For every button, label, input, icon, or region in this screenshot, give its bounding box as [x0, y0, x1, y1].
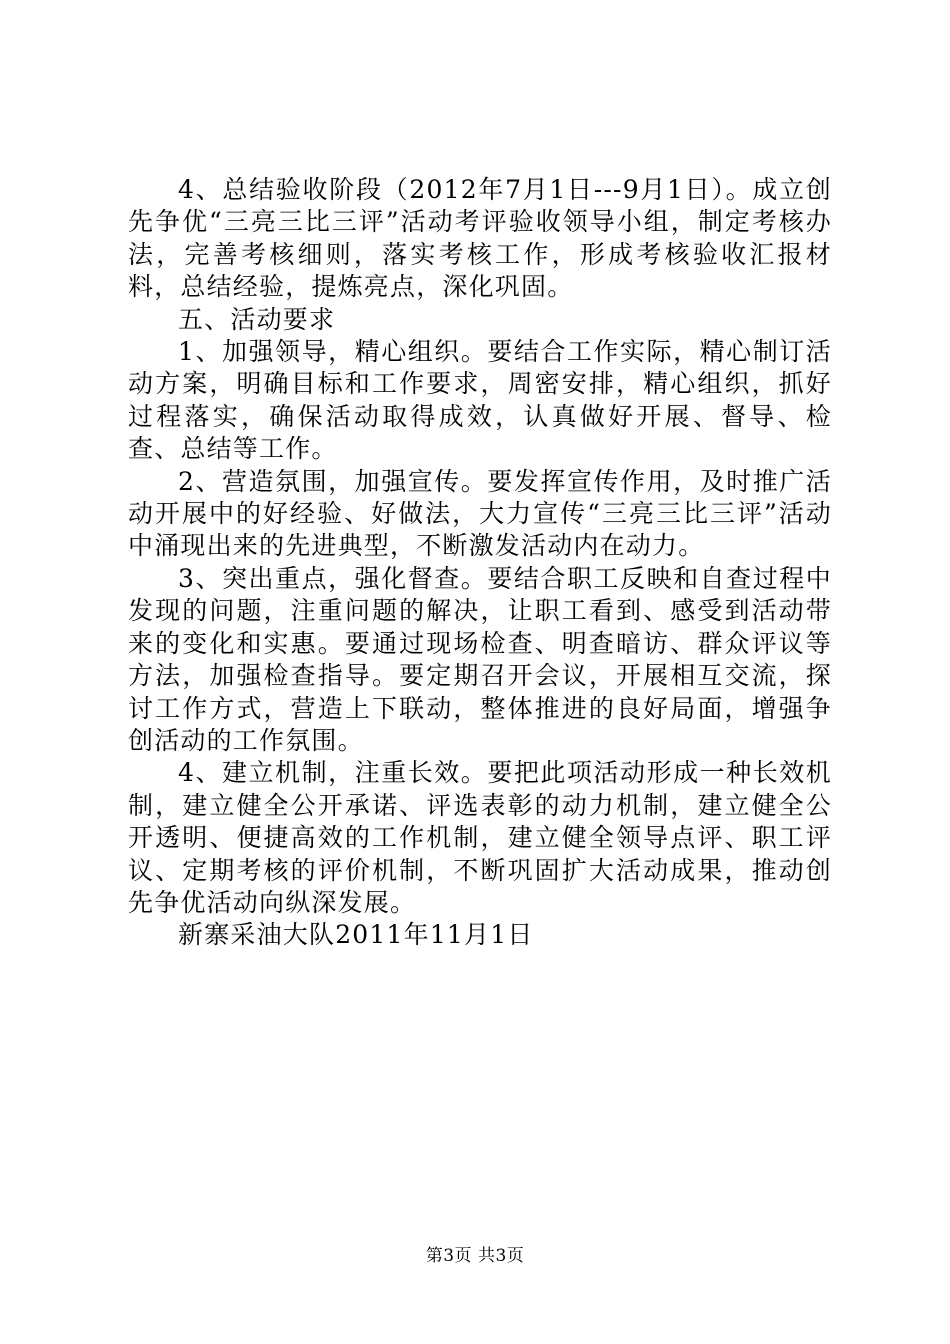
section-heading-requirements: 五、活动要求 [178, 304, 336, 334]
paragraph-requirement-2: 2、营造氛围，加强宣传。要发挥宣传作用，及时推广活动开展中的好经验、好做法，大力宣传“三亮三比三评”活动中涌现出来的先进典型，不断激发活动内在动力。 [128, 466, 832, 561]
document-body [128, 174, 832, 952]
paragraph-requirement-1: 1、加强领导，精心组织。要结合工作实际，精心制订活动方案，明确目标和工作要求，周密安排，精心组织，抓好过程落实，确保活动取得成效，认真做好开展、督导、检查、总结等工作。 [128, 337, 832, 464]
paragraph-requirement-3: 3、突出重点，强化督查。要结合职工反映和自查过程中发现的问题，注重问题的解决，让职工看到、感受到活动带来的变化和实惠。要通过现场检查、明查暗访、群众评议等方法，加强检查指导。要定期召开会议，开展相互交流，探讨工作方式，营造上下联动，整体推进的良好局面，增强争创活动的工作氛围。 [128, 563, 832, 755]
page-number-footer: 第3页 共3页 [425, 1246, 525, 1266]
paragraph-summary-stage: 4、总结验收阶段（2012年7月1日---9月1日）。成立创先争优“三亮三比三评”活动考评验收领导小组，制定考核办法，完善考核细则，落实考核工作，形成考核验收汇报材料，总结经验，提炼亮点，深化巩固。 [128, 175, 832, 302]
paragraph-requirement-4: 4、建立机制，注重长效。要把此项活动形成一种长效机制，建立健全公开承诺、评选表彰的动力机制，建立健全公开透明、便捷高效的工作机制，建立健全领导点评、职工评议、定期考核的评价机制，不断巩固扩大活动成果，推动创先争优活动向纵深发展。 [128, 758, 832, 917]
signature-date-line: 新寨采油大队2011年11月1日 [178, 920, 534, 950]
